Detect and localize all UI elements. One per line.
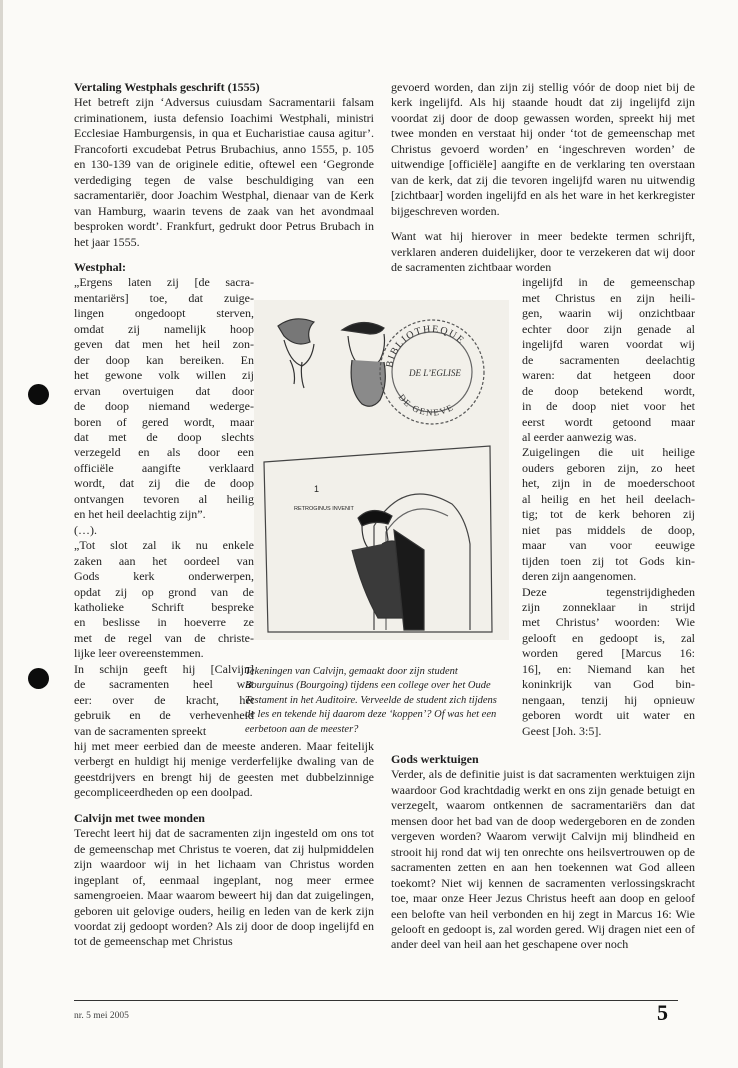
text-westphal-tail: hij met meer eerbied dan de meeste anderen. Maar feitelijk verbergt en huldigt hij menige verderfelijke dwaling van de geestdrijvers en brengt hij de geesten met dubbelzinnige gecompliceerdheden op een doolpad. bbox=[74, 739, 374, 800]
westphal-quote-line: en beslisse in hoeverre ze bbox=[74, 615, 254, 630]
right-narrow-line: Zuigelingen die uit heilige bbox=[522, 445, 695, 460]
westphal-quote-line: mentariërs] toe, dat zuige- bbox=[74, 290, 254, 305]
right-narrow-line: maar van voor eeuwige bbox=[522, 538, 695, 553]
westphal-quote-line: met de regel van de christe- bbox=[74, 630, 254, 645]
right-narrow-line: al eerder aanwezig was. bbox=[522, 429, 637, 444]
right-narrow-line: waren: dat hetgeen door bbox=[522, 368, 695, 383]
westphal-quote-line: het gewone volk willen zij bbox=[74, 368, 254, 383]
right-narrow-line: nengaan, tenzij hij opnieuw bbox=[522, 692, 695, 707]
right-narrow-line: gen, waarin wij onzichtbaar bbox=[522, 306, 695, 321]
heading-westphal: Westphal: bbox=[74, 259, 127, 274]
text-right-para2-wide: Want wat hij hierover in meer bedekte termen schrijft, verklaren anderen duidelijker, door te verzekeren dat wij door de sacramenten zichtbaar worden bbox=[391, 229, 695, 274]
westphal-quote-line: wordt, dat zij die de doop bbox=[74, 476, 254, 491]
westphal-quote-line: de doop niemand wederge- bbox=[74, 399, 254, 414]
westphal-quote-line: zaken aan het oordeel van bbox=[74, 553, 254, 568]
right-narrow-line: met Christus en zijn heili- bbox=[522, 290, 695, 305]
westphal-quote-line: gebruik en de verhevenheid bbox=[74, 708, 254, 723]
westphal-quote-line: katholieke Schrift bespreke bbox=[74, 599, 254, 614]
right-narrow-line: 16], en: Niemand kan het bbox=[522, 661, 695, 676]
westphal-quote-line: lingen ongedoopt sterven, bbox=[74, 306, 254, 321]
right-narrow-line: het, zijn in de moederschoot bbox=[522, 476, 695, 491]
westphal-quote-line: boren of gered wordt, maar bbox=[74, 414, 254, 429]
page-number: 5 bbox=[657, 1000, 668, 1025]
text-calvijn: Terecht leert hij dat de sacramenten zijn ingesteld om ons tot de gemeenschap met Christus te voeren, dat zij hulpmiddelen zijn waardoor wij in het lichaam van Christus worden ingeplant of, eenmaal ingeplant, nog meer ermee samengroeien. Maar waarom beweert hij dan dat zuigelingen, geboren uit gelovige ouders, heilig en leden van de kerk zijn voordat zij gedoopt worden? Als zij door de doop ingelijfd en tot de gemeenschap met Christus bbox=[74, 826, 374, 949]
right-narrow-line: tig; tot de kerk behoren zij bbox=[522, 507, 695, 522]
calvin-drawings-figure bbox=[254, 300, 509, 640]
right-narrow-line: geboren wordt uit water en bbox=[522, 708, 695, 723]
right-narrow-line: koninkrijk van God bin- bbox=[522, 677, 695, 692]
right-narrow-line: echter door zijn genade al bbox=[522, 321, 695, 336]
sketch-label-inscription: RETROGINUS INVENIT bbox=[294, 506, 354, 512]
sketch-label-number: 1 bbox=[314, 484, 320, 494]
right-narrow-line: eerst wordt getoond maar bbox=[522, 414, 695, 429]
heading-vertaling: Vertaling Westphals geschrift (1555) bbox=[74, 80, 260, 94]
westphal-quote-line: verzegeld en als door een bbox=[74, 445, 254, 460]
text-werktuigen: Verder, als de definitie juist is dat sacramenten werktuigen zijn waardoor God krachtdadig werkt en ons zijn genade betuigt en verzegelt, waarom ontkennen de sacramentariërs dan dat mensen door het bad van de doop wedergeboren en de zonden vergeven worden? Waarom verwijt Calvijn mij blindheid en strooit hij rond dat wij ten onrechte ons heilsvertrouwen op de sacramenten zetten en aan hen toekennen wat God alleen toekomt? Niet wij kennen de sacramenten verlossingskracht toe, maar onze Heer Jezus Christus heeft aan doop en geloof een belofte van heil verbonden en hij zegt in Marcus 16: Wie gelooft en gedoopt is, zal worden gered. Wij dragen niet een of ander deel van heil aan het geschapene over noch bbox=[391, 767, 695, 952]
footer-issue: nr. 5 mei 2005 bbox=[74, 1011, 129, 1021]
right-narrow-line: gelooft en gedoopt is, zal bbox=[522, 630, 695, 645]
westphal-quote-line: opdat zij op grond van de bbox=[74, 584, 254, 599]
westphal-quote-line: „Tot slot zal ik nu enkele bbox=[74, 538, 254, 553]
page-edge bbox=[0, 0, 3, 1068]
text-right-para1: gevoerd worden, dan zijn zij stellig vóór de doop niet bij de kerk ingelijfd. Als hij staande houdt dat zij ingelijfd zijn voordat zij door de doop gewassen worden, spreekt hij met twee monden en verstaat hij onder ‘tot de gemeenschap met Christus gevoerd worden’ en ‘ingeschreven worden’ de uitwendige [officiële] aangifte en de verklaring ten overstaan van de kerk, dat zij die tevoren ingelijfd waren nu uitwendig [zichtbaar] worden ingelijfd en als het ware in het kerkregister bijgeschreven worden. bbox=[391, 80, 695, 218]
right-narrow-line: de sacramenten deelachtig bbox=[522, 352, 695, 367]
punch-hole bbox=[28, 668, 49, 689]
westphal-quote bbox=[74, 275, 254, 739]
westphal-quote-line: omdat zij namelijk hoop bbox=[74, 321, 254, 336]
westphal-quote-line: de sacramenten heel wat bbox=[74, 677, 254, 692]
westphal-quote-line: (…). bbox=[74, 522, 97, 537]
right-narrow-line: tijden toen zij tot Gods kin- bbox=[522, 553, 695, 568]
right-narrow-line: al heilig en het heil deelach- bbox=[522, 491, 695, 506]
westphal-quote-line: „Ergens laten zij [de sacra- bbox=[74, 275, 254, 290]
right-narrow-line: niet pas middels de doop, bbox=[522, 522, 695, 537]
right-narrow-line: in de doop niet voor het bbox=[522, 399, 695, 414]
westphal-quote-line: der doop kan bereiken. En bbox=[74, 352, 254, 367]
right-narrow-line: de doop betekend wordt, bbox=[522, 383, 695, 398]
right-narrow-line: worden gered [Marcus 16: bbox=[522, 646, 695, 661]
heading-werktuigen: Gods werktuigen bbox=[391, 752, 479, 767]
punch-hole bbox=[28, 384, 49, 405]
westphal-quote-line: lijke leer overeenstemmen. bbox=[74, 646, 204, 661]
westphal-quote-line: ervan overtuigen dat door bbox=[74, 383, 254, 398]
westphal-quote-line: van de sacramenten spreekt bbox=[74, 723, 207, 738]
right-narrow-line: deren zijn aangenomen. bbox=[522, 569, 637, 584]
right-narrow-line: zijn zonneklaar in strijd bbox=[522, 599, 695, 614]
right-narrow-line: Geest [Joh. 3:5]. bbox=[522, 723, 602, 738]
westphal-quote-line: Gods kerk onderwerpen, bbox=[74, 569, 254, 584]
right-narrow-line: Deze tegenstrijdigheden bbox=[522, 584, 695, 599]
right-narrow-line: ouders geboren zijn, zo heet bbox=[522, 460, 695, 475]
westphal-quote-line: geven dat men het heil zon- bbox=[74, 337, 254, 352]
stamp-text-top: BIBLIOTHEQUE bbox=[384, 323, 467, 369]
westphal-quote-line: officiële aangifte verklaard bbox=[74, 460, 254, 475]
right-narrow-line: ingelijfd waren voordat wij bbox=[522, 337, 695, 352]
right-narrow-text bbox=[522, 275, 695, 739]
westphal-quote-line: en het heil deelachtig zijn”. bbox=[74, 507, 206, 522]
right-narrow-line: ingelijfd in de gemeenschap bbox=[522, 275, 695, 290]
footer-rule bbox=[74, 1000, 678, 1001]
westphal-quote-line: ontvangen tevoren al heilig bbox=[74, 491, 254, 506]
text-vertaling: Het betreft zijn ‘Adversus cuiusdam Sacramentarii falsam criminationem, iusta defensio Ioachimi Westphali, ministri Ecclesiae Hamburgensis, in qua et Eucharistiae causa agitur’. Francoforti excudebat Petrus Brubachius, anno 1555, p. 105 en 130-139 van de originele editie, oftewel een ‘Gegronde verdediging tegen de valse beschuldiging van een sacramentariër, door Joachim Westphal, dienaar van de Kerk van Hamburg, waarin tevens de zaak van het avondmaal besproken wordt’. Frankfurt, gedrukt door Petrus Brubach in het jaar 1555. bbox=[74, 95, 374, 249]
right-narrow-line: met Christus’ woorden: Wie bbox=[522, 615, 695, 630]
stamp-text-bottom: DE GENEVE bbox=[396, 392, 456, 418]
westphal-quote-line: dat met de doop slechts bbox=[74, 429, 254, 444]
westphal-quote-line: In schijn geeft hij [Calvijn] bbox=[74, 661, 254, 676]
westphal-quote-line: eer: over de kracht, het bbox=[74, 692, 254, 707]
figure-caption: Tekeningen van Calvijn, gemaakt door zijn student Bourguinus (Bourgoing) tijdens een college over het Oude Testament in het Auditoire. Verveelde de student zich tijdens de les en tekende hij daarom deze ‘koppen’? Of was het een eerbetoon aan de meester? bbox=[245, 665, 497, 735]
stamp-text-mid: DE L’EGLISE bbox=[409, 368, 461, 378]
heading-calvijn: Calvijn met twee monden bbox=[74, 810, 205, 825]
